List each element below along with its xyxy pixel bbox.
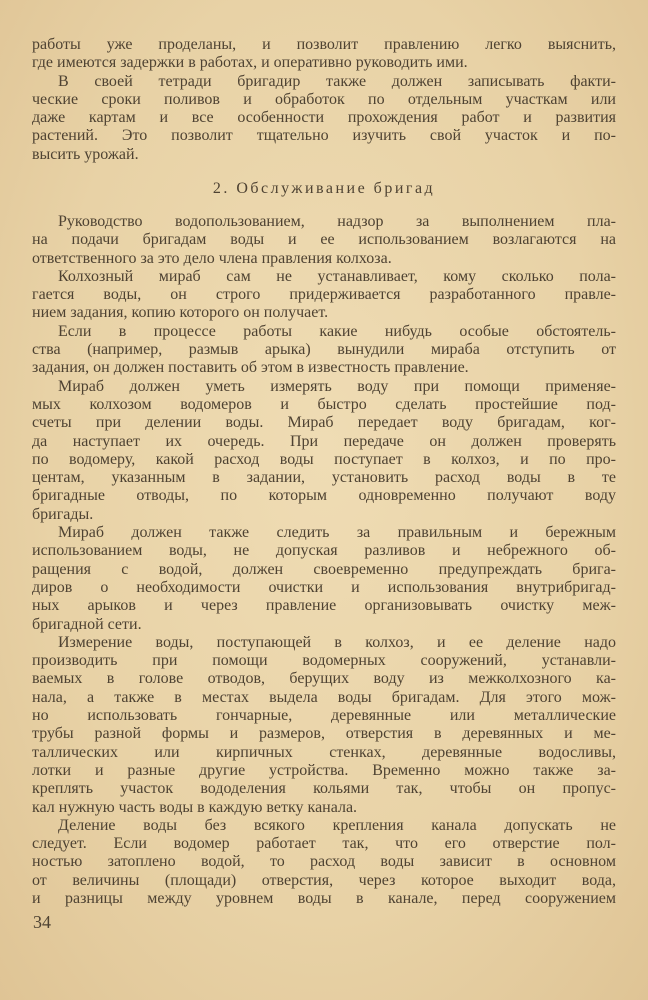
text-line: мых колхозом водомеров и быстро сделать простейшие под-	[32, 395, 616, 413]
text-line: Колхозный мираб сам не устанавливает, кому сколько пола-	[58, 267, 616, 285]
text-line: на подачи бригадам воды и ее использованием возлагаются на	[32, 231, 616, 249]
text-line: задания, он должен поставить об этом в известность правление.	[32, 359, 469, 377]
text-line: бригадной сети.	[32, 615, 142, 633]
page-number: 34	[33, 912, 51, 932]
text-line: и разницы между уровнем воды в канале, перед сооружением	[32, 889, 616, 907]
text-line: ностью затоплено водой, то расход воды зависит в основном	[32, 853, 616, 871]
text-line: диров о необходимости очистки и использования внутрибригад-	[32, 578, 616, 596]
text-line: бригадные отводы, по которым одновременно получают воду	[32, 487, 616, 505]
text-line: ческие сроки поливов и обработок по отдельным участкам или	[32, 90, 616, 108]
text-line: использованием воды, не допуская разливов и небрежного об-	[32, 542, 616, 560]
text-line: Деление воды без всякого крепления канала допускать не	[58, 816, 616, 834]
text-line: по водомеру, какой расход воды поступает в колхоз, и по про-	[32, 450, 616, 468]
text-line: гается воды, он строго придерживается разработанного правле-	[32, 286, 616, 304]
text-line: трубы разной формы и размеров, отверстия в деревянных и ме-	[32, 725, 616, 743]
text-line: Мираб должен также следить за правильным и бережным	[58, 524, 616, 542]
text-block-top	[32, 36, 616, 164]
text-line: ответственного за это дело члена правления колхоза.	[32, 249, 392, 267]
text-line: ных арыков и через правление организовывать очистку меж-	[32, 597, 616, 615]
text-line: счеты при делении воды. Мираб передает воду бригадам, ког-	[32, 414, 616, 432]
text-line: от величины (площади) отверстия, через которое выходит вода,	[32, 871, 616, 889]
text-line: В своей тетради бригадир также должен записывать факти-	[58, 72, 616, 90]
text-line: но использовать гончарные, деревянные или металлические	[32, 707, 616, 725]
text-line: Измерение воды, поступающей в колхоз, и ее деление надо	[58, 633, 616, 651]
text-line: бригады.	[32, 505, 94, 523]
text-line: следует. Если водомер работает так, что его отверстие пол-	[32, 835, 616, 853]
text-line: даже картам и все особенности прохождения работ и развития	[32, 109, 616, 127]
text-line: лотки и разные другие устройства. Временно можно также за-	[32, 761, 616, 779]
text-line: таллических или кирпичных стенках, деревянные водосливы,	[32, 743, 616, 761]
text-line: креплять участок вододеления кольями так, чтобы он пропус-	[32, 780, 616, 798]
text-line: ваемых в голове отводов, берущих воду из межколхозного ка-	[32, 670, 616, 688]
section-heading: 2. Обслуживание бригад	[212, 180, 436, 197]
text-line: Мираб должен уметь измерять воду при помощи применяе-	[58, 377, 616, 395]
text-line: Руководство водопользованием, надзор за выполнением пла-	[58, 213, 616, 230]
text-line: высить урожай.	[32, 145, 139, 163]
text-line: ращения с водой, должен своевременно предупреждать бригa-	[32, 560, 616, 578]
text-line: нием задания, копию которого он получает.	[32, 304, 329, 322]
text-line: центам, указанным в задании, установить расход воды в те	[32, 469, 616, 487]
text-block-main	[32, 213, 616, 908]
text-line: где имеются задержки в работах, и оперативно руководить ими.	[32, 54, 468, 72]
text-line: кал нужную часть воды в каждую ветку канала.	[32, 798, 358, 816]
text-line: растений. Это позволит тщательно изучить свой участок и по-	[32, 127, 616, 145]
text-line: работы уже проделаны, и позволит правлению легко выяснить,	[32, 36, 616, 53]
text-line: нала, а также в местах выдела воды бригадам. Для этого мож-	[32, 688, 616, 706]
text-line: ства (например, размыв арыка) вынудили мираба отступить от	[32, 341, 616, 359]
text-line: производить при помощи водомерных сооружений, устанавли-	[32, 652, 616, 670]
text-line: да наступает их очередь. При передаче он должен проверять	[32, 432, 616, 450]
text-line: Если в процессе работы какие нибудь особые обстоятель-	[58, 322, 616, 340]
